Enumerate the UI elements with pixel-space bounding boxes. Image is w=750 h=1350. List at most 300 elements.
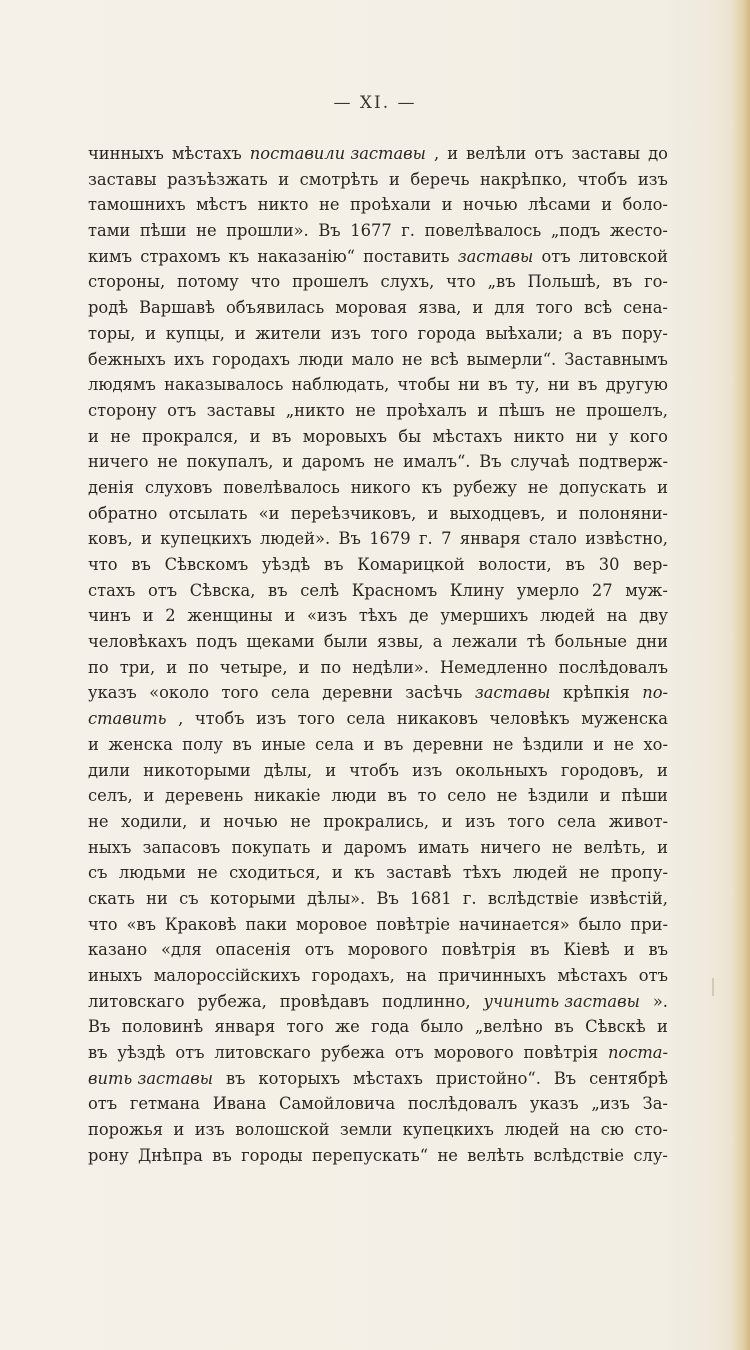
- word: моровая: [335, 298, 408, 318]
- word: 2: [165, 606, 176, 626]
- word: въ: [271, 426, 292, 446]
- word: подъ: [196, 632, 238, 652]
- word: иныхъ: [88, 966, 143, 985]
- word: а: [572, 323, 583, 343]
- text-line: [88, 732, 668, 758]
- word: рубежа,: [197, 991, 267, 1011]
- word: паки: [245, 914, 288, 934]
- word: повелѣвалось: [223, 477, 340, 497]
- word: и: [441, 811, 453, 831]
- word: не: [157, 452, 178, 472]
- word: сю: [600, 1120, 625, 1140]
- word: женщины: [187, 606, 273, 626]
- word: городахъ,: [311, 966, 395, 985]
- word: людей: [540, 606, 596, 626]
- word: Въ: [479, 452, 502, 472]
- text-line: [88, 347, 668, 373]
- word: чинныхъ: [88, 144, 164, 163]
- word: волошской: [235, 1120, 330, 1140]
- word: того: [370, 323, 408, 343]
- word: Сѣвскѣ: [585, 1017, 646, 1037]
- word: къ: [354, 863, 375, 883]
- word: мѣстахъ: [171, 144, 242, 163]
- word: людьми: [118, 863, 186, 883]
- word: того: [507, 811, 545, 831]
- word: ».: [652, 991, 668, 1011]
- word: 30: [598, 555, 620, 574]
- word: что: [88, 914, 118, 934]
- word: отъ: [638, 966, 668, 985]
- word: были: [323, 632, 368, 652]
- emphasized-word: заставы: [474, 683, 551, 703]
- word: больные: [554, 632, 628, 652]
- word: перепускать“: [311, 1145, 429, 1165]
- word: никто: [257, 195, 309, 215]
- word: бежныхъ: [88, 349, 166, 369]
- word: прошли».: [226, 221, 309, 241]
- word: чтобъ: [577, 169, 628, 189]
- word: Кіевѣ: [563, 940, 610, 960]
- word: тамошнихъ: [88, 195, 186, 215]
- word: Красномъ: [351, 580, 438, 600]
- word: и: [331, 863, 343, 883]
- word: отъ: [167, 400, 197, 420]
- word: умерло: [516, 580, 580, 600]
- word: никого: [350, 477, 411, 497]
- word: Варшавѣ: [139, 298, 215, 318]
- word: купецкихъ: [160, 529, 252, 549]
- word: городы: [241, 1145, 303, 1165]
- word: крѣпкія: [562, 683, 630, 703]
- word: пропу-: [610, 863, 668, 883]
- word: отъ: [534, 144, 564, 163]
- text-line: [88, 1040, 668, 1066]
- word: и: [388, 169, 400, 189]
- text-line: [88, 218, 668, 244]
- body-text: [88, 141, 668, 1169]
- text-line: [88, 629, 668, 655]
- word: при-: [630, 914, 668, 934]
- word: не: [290, 811, 311, 831]
- word: и: [427, 503, 439, 523]
- word: моровое: [295, 914, 368, 934]
- word: и: [173, 1120, 185, 1140]
- word: пѣшъ: [498, 400, 545, 420]
- word: къ: [228, 246, 250, 266]
- word: муж-: [625, 580, 668, 600]
- word: велѣли: [466, 144, 527, 163]
- word: язва,: [418, 298, 462, 318]
- word: выходцевъ,: [449, 503, 546, 523]
- word: на: [406, 966, 427, 985]
- word: которыхъ: [258, 1068, 341, 1088]
- word: „никто: [285, 400, 345, 420]
- word: а: [432, 632, 443, 652]
- word: въ: [648, 940, 668, 960]
- word: уѣздѣ: [117, 1043, 166, 1063]
- word: наказанію“: [257, 246, 355, 266]
- word: и: [657, 837, 668, 857]
- word: беречь: [410, 169, 470, 189]
- page-edge-shadow: [732, 0, 750, 1350]
- text-line: [88, 809, 668, 835]
- word: людямъ: [88, 375, 156, 395]
- word: окольныхъ: [455, 760, 548, 780]
- word: ,: [178, 709, 184, 729]
- word: Въ: [318, 221, 341, 241]
- word: опасенія: [215, 940, 291, 960]
- word: заставы: [88, 169, 157, 189]
- word: ,: [433, 144, 440, 163]
- word: полоняни-: [578, 503, 668, 523]
- text-line: [88, 269, 668, 295]
- emphasized-word: ставить: [88, 709, 167, 729]
- word: разъѣзжать: [167, 169, 268, 189]
- word: никакіе: [253, 786, 321, 806]
- word: сена-: [623, 298, 668, 318]
- text-line: [88, 706, 668, 732]
- word: съ: [179, 888, 199, 908]
- word: «около: [149, 683, 210, 703]
- word: четыре,: [219, 657, 288, 677]
- word: Краковѣ: [164, 914, 237, 934]
- word: г.: [462, 888, 477, 908]
- word: не: [110, 426, 131, 446]
- word: ковъ,: [88, 529, 133, 549]
- word: того: [221, 683, 259, 703]
- word: указъ: [529, 1094, 579, 1114]
- word: щеками: [246, 632, 315, 652]
- word: села: [557, 811, 597, 831]
- word: прошелъ,: [586, 400, 668, 420]
- word: никто: [513, 426, 565, 446]
- word: ни: [146, 888, 168, 908]
- word: заставы: [571, 144, 641, 163]
- text-line: [88, 167, 668, 193]
- word: уѣздѣ: [262, 555, 311, 574]
- word: три,: [119, 657, 156, 677]
- page-number-header: — XI. —: [333, 93, 417, 113]
- word: отъ: [304, 940, 334, 960]
- word: было: [420, 1017, 464, 1037]
- word: провѣдавъ: [279, 991, 370, 1011]
- word: деревни: [412, 734, 484, 754]
- word: въ: [577, 375, 598, 395]
- word: покупалъ,: [186, 452, 274, 472]
- word: ночью: [223, 811, 278, 831]
- word: ѣздили: [522, 734, 584, 754]
- word: Самойловича: [279, 1094, 396, 1114]
- word: не: [373, 452, 395, 472]
- word: то: [417, 786, 437, 806]
- text-line: [88, 552, 668, 578]
- text-line: [88, 1117, 668, 1143]
- word: переѣзчиковъ,: [290, 503, 417, 523]
- word: въ: [530, 940, 550, 960]
- text-line: [88, 1066, 668, 1092]
- word: г.: [401, 221, 415, 241]
- word: кимъ: [88, 246, 133, 266]
- word: къ: [421, 477, 443, 497]
- word: ходили,: [121, 811, 188, 831]
- word: и: [88, 734, 99, 754]
- word: покупать: [231, 837, 311, 857]
- word: того: [535, 298, 573, 318]
- word: отсылать: [168, 503, 248, 523]
- word: село: [447, 786, 487, 806]
- word: изъ: [464, 811, 496, 831]
- word: всѣ: [584, 298, 613, 318]
- word: ихъ: [173, 349, 205, 369]
- word: людей».: [259, 529, 331, 549]
- word: не: [402, 349, 423, 369]
- word: «и: [258, 503, 280, 523]
- word: и: [477, 400, 489, 420]
- word: въ: [387, 786, 407, 806]
- word: и: [657, 477, 668, 497]
- word: „подъ: [550, 221, 601, 241]
- word: потому: [177, 272, 239, 292]
- emphasized-word: поста-: [607, 1043, 668, 1063]
- word: пристойно“.: [435, 1068, 541, 1088]
- text-line: [88, 860, 668, 886]
- word: пору-: [621, 323, 668, 343]
- text-line: [88, 424, 668, 450]
- word: въ: [592, 323, 612, 343]
- word: января: [214, 1017, 276, 1037]
- word: и: [363, 734, 375, 754]
- word: не: [355, 400, 376, 420]
- word: указъ: [88, 683, 137, 703]
- word: и: [593, 734, 604, 754]
- text-line: [88, 398, 668, 424]
- word: иные: [261, 734, 306, 754]
- word: ни: [547, 375, 570, 395]
- word: наказывалось: [164, 375, 284, 395]
- word: стороны,: [88, 272, 166, 292]
- word: чинъ: [88, 606, 131, 626]
- word: ни: [458, 375, 480, 395]
- word: и: [441, 195, 453, 215]
- text-line: [88, 1091, 668, 1117]
- word: года: [371, 1017, 410, 1037]
- word: засѣчь: [405, 683, 463, 703]
- word: заставы: [206, 400, 276, 420]
- text-line: [88, 603, 668, 629]
- word: дѣлы,: [263, 760, 313, 780]
- word: было: [578, 914, 622, 934]
- word: повѣтрія: [523, 1043, 599, 1063]
- word: не: [318, 195, 340, 215]
- word: въ: [565, 555, 585, 574]
- word: слуховъ: [144, 477, 213, 497]
- word: въ: [488, 375, 508, 395]
- word: проѣхали: [350, 195, 432, 215]
- word: въ: [232, 734, 252, 754]
- text-line: [88, 192, 668, 218]
- word: и: [472, 298, 484, 318]
- word: купецкихъ: [402, 1120, 494, 1140]
- word: морового: [347, 940, 428, 960]
- word: изъ: [637, 169, 668, 189]
- word: деревни: [322, 683, 393, 703]
- word: рубежу: [452, 477, 517, 497]
- word: сто-: [634, 1120, 668, 1140]
- word: села: [271, 683, 310, 703]
- word: Немедленно: [439, 657, 548, 677]
- word: слу-: [633, 1145, 668, 1165]
- word: тами: [88, 221, 131, 241]
- word: по: [320, 657, 342, 677]
- word: въ: [383, 734, 404, 754]
- word: извѣстій,: [589, 888, 668, 908]
- word: женска: [108, 734, 173, 754]
- word: мало: [351, 349, 395, 369]
- word: въ: [612, 272, 633, 292]
- word: наблюдать,: [291, 375, 390, 395]
- word: никоторыми: [143, 760, 251, 780]
- word: земли: [339, 1120, 393, 1140]
- word: людей: [504, 1120, 560, 1140]
- word: и: [556, 503, 568, 523]
- word: до: [648, 144, 668, 163]
- text-line: [88, 989, 668, 1015]
- word: литовскаго: [88, 991, 185, 1011]
- text-line: [88, 680, 668, 706]
- word: города: [417, 323, 476, 343]
- word: и: [88, 426, 99, 446]
- word: сторону: [88, 400, 157, 420]
- word: и: [141, 529, 152, 549]
- word: пѣши: [139, 221, 187, 241]
- word: недѣли».: [352, 657, 429, 677]
- word: Польшѣ,: [527, 272, 601, 292]
- emphasized-word: поставили заставы: [249, 144, 426, 163]
- word: и: [447, 144, 459, 163]
- word: страхомъ: [140, 246, 221, 266]
- word: изъ: [412, 760, 443, 780]
- word: лежали: [451, 632, 518, 652]
- word: не: [437, 1145, 458, 1165]
- word: для: [494, 298, 525, 318]
- word: ничего: [480, 837, 541, 857]
- word: литовскаго: [214, 1043, 311, 1063]
- word: извѣстно,: [585, 529, 668, 549]
- word: люди: [298, 349, 344, 369]
- word: Днѣпра: [137, 1145, 203, 1165]
- word: морового: [433, 1043, 514, 1063]
- word: 1681: [410, 888, 452, 908]
- word: дни: [636, 632, 668, 652]
- word: и: [249, 426, 261, 446]
- text-line: [88, 372, 668, 398]
- word: мѣстъ: [196, 195, 248, 215]
- word: чтобъ: [349, 760, 399, 780]
- word: г.: [419, 529, 433, 549]
- word: даромъ: [301, 452, 365, 472]
- word: не: [527, 477, 549, 497]
- word: За-: [642, 1094, 668, 1114]
- word: въ: [554, 1017, 574, 1037]
- word: лѣсами: [528, 195, 591, 215]
- word: велѣть,: [583, 837, 646, 857]
- word: городахъ: [212, 349, 291, 369]
- word: по: [188, 657, 209, 677]
- word: „велѣно: [474, 1017, 543, 1037]
- word: сходиться,: [229, 863, 321, 883]
- word: вымерли“.: [466, 349, 557, 369]
- word: отъ: [541, 246, 571, 266]
- word: выѣхали;: [485, 323, 564, 343]
- word: подтверж-: [578, 452, 668, 472]
- word: вслѣдствіе: [533, 1145, 625, 1165]
- word: села: [346, 709, 386, 729]
- word: ныхъ: [88, 837, 132, 857]
- word: въ: [268, 580, 288, 600]
- word: села: [315, 734, 354, 754]
- word: 1677: [350, 221, 392, 241]
- word: „изъ: [591, 1094, 630, 1114]
- word: селѣ: [300, 580, 340, 600]
- word: изъ: [330, 323, 361, 343]
- word: умершихъ: [440, 606, 529, 626]
- text-line: [88, 578, 668, 604]
- word: не: [613, 734, 634, 754]
- word: по: [88, 657, 109, 677]
- word: изъ: [256, 709, 287, 729]
- word: жители: [255, 323, 322, 343]
- word: порожья: [88, 1120, 163, 1140]
- word: человѣкъ: [489, 709, 570, 729]
- word: въ: [88, 1043, 108, 1063]
- word: никаковъ: [396, 709, 478, 729]
- word: «для: [160, 940, 202, 960]
- text-line: [88, 912, 668, 938]
- word: людей: [512, 863, 568, 883]
- word: не: [88, 811, 109, 831]
- word: и: [284, 606, 296, 626]
- word: рубежа: [320, 1043, 385, 1063]
- word: января: [459, 529, 521, 549]
- word: мѣстахъ: [557, 966, 628, 985]
- word: отъ: [394, 1043, 424, 1063]
- margin-mark: [712, 978, 714, 996]
- word: тѣхъ: [358, 606, 398, 626]
- word: пѣши: [621, 786, 668, 806]
- word: причинныхъ: [438, 966, 547, 985]
- word: и: [282, 452, 294, 472]
- word: даромъ: [343, 837, 407, 857]
- word: ѣздили: [528, 786, 589, 806]
- word: съ: [88, 863, 108, 883]
- word: у: [608, 426, 619, 446]
- word: и: [623, 940, 635, 960]
- word: деревень: [164, 786, 244, 806]
- word: того: [297, 709, 335, 729]
- word: ту,: [515, 375, 540, 395]
- word: въ: [131, 555, 151, 574]
- word: и: [166, 657, 178, 677]
- word: человѣкахъ: [88, 632, 187, 652]
- text-line: [88, 475, 668, 501]
- text-line: [88, 1014, 668, 1040]
- word: и: [657, 760, 668, 780]
- emphasized-word: учинить заставы: [483, 991, 640, 1011]
- word: Заставнымъ: [564, 349, 668, 369]
- word: Комарицкой: [357, 555, 465, 574]
- word: въ: [323, 555, 344, 574]
- word: отъ: [148, 580, 178, 600]
